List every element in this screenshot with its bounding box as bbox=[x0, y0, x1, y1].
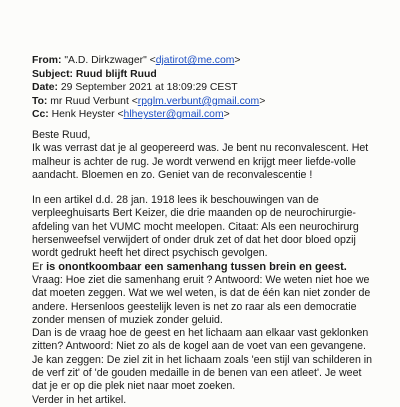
paragraph-gap bbox=[32, 182, 394, 194]
email-body bbox=[32, 129, 394, 407]
body-line: Ik was verrast dat je al geopereerd was. Je bent nu reconvalescent. Het bbox=[32, 142, 369, 155]
from-label: From: bbox=[32, 55, 62, 66]
date-value: 29 September 2021 at 18:09:29 CEST bbox=[60, 82, 238, 94]
body-line: malheur is achter de rug. Je wordt verwend en krijgt meer liefde-volle bbox=[32, 155, 356, 168]
from-email-link[interactable]: djatirot@me.com bbox=[155, 55, 235, 66]
bold-statement-text: is onontkoombaar een samenhang tussen brein en geest. bbox=[46, 260, 347, 273]
subject-label: Subject: bbox=[32, 68, 73, 80]
body-line: hersenweefsel verwijdert of onder druk zet of dat het door bloed opzij bbox=[32, 234, 356, 247]
body-line: Verder in het artikel. bbox=[32, 393, 127, 406]
body-line: verpleeghuisarts Bert Keizer, die drie maanden op de neurochirurgie- bbox=[32, 207, 356, 220]
subject-value: Ruud blijft Ruud bbox=[75, 68, 157, 80]
from-name: "A.D. Dirkzwager" < bbox=[64, 55, 156, 66]
body-line: de verf zit' of 'de gouden medaille in de benen van een atleet'. Je weet bbox=[32, 367, 362, 380]
date-label: Date: bbox=[32, 82, 58, 94]
cc-label: Cc: bbox=[32, 109, 49, 121]
cc-email-link[interactable]: hlheyster@gmail.com bbox=[123, 109, 224, 121]
body-line: wordt gedrukt heeft het direct psychisch gevolgen. bbox=[32, 247, 268, 260]
email-headers bbox=[32, 54, 392, 122]
from-row bbox=[32, 54, 392, 68]
to-name: mr Ruud Verbunt < bbox=[50, 95, 138, 107]
body-line: zonder mensen of muziek zonder geluid. bbox=[32, 313, 223, 326]
subject-row bbox=[32, 68, 392, 82]
body-line: aandacht. Bloemen en zo. Geniet van de reconvalescentie ! bbox=[32, 168, 313, 181]
body-line: dat je er op die plek niet naar moet zoeken. bbox=[32, 380, 236, 393]
date-row bbox=[32, 81, 392, 95]
body-line: zitten? Antwoord: Niet zo als de kogel aan de voet van een gevangene. bbox=[32, 340, 366, 353]
body-line: In een artikel d.d. 28 jan. 1918 lees ik beschouwingen van de bbox=[32, 194, 319, 207]
bold-statement bbox=[32, 261, 394, 274]
body-line: andere. Hersenloos geestelijk leven is net zo raar als een democratie bbox=[32, 300, 357, 313]
body-line: Je kan zeggen: De ziel zit in het lichaam zoals 'een stijl van schilderen in bbox=[32, 353, 373, 366]
to-row bbox=[32, 95, 392, 109]
body-line: Dan is de vraag hoe de geest en het lichaam aan elkaar vast geklonken bbox=[32, 327, 369, 340]
bold-statement-prefix: Er bbox=[32, 260, 47, 273]
cc-row bbox=[32, 108, 392, 122]
body-line: afdeling van het VUMC mocht meelopen. Citaat: Als een neurochirurg bbox=[32, 220, 359, 233]
cc-name: Henk Heyster < bbox=[51, 109, 124, 121]
from-close: > bbox=[234, 55, 241, 66]
body-line: Vraag: Hoe ziet die samenhang eruit ? Antwoord: We weten niet hoe we bbox=[32, 273, 370, 286]
body-line: dat moeten zeggen. Wat we wel weten, is dat de één kan niet zonder de bbox=[32, 287, 371, 300]
to-label: To: bbox=[32, 95, 48, 107]
cc-close: > bbox=[223, 109, 230, 121]
to-email-link[interactable]: rpglm.verbunt@gmail.com bbox=[137, 95, 260, 107]
greeting: Beste Ruud, bbox=[32, 129, 91, 141]
to-close: > bbox=[259, 95, 266, 107]
